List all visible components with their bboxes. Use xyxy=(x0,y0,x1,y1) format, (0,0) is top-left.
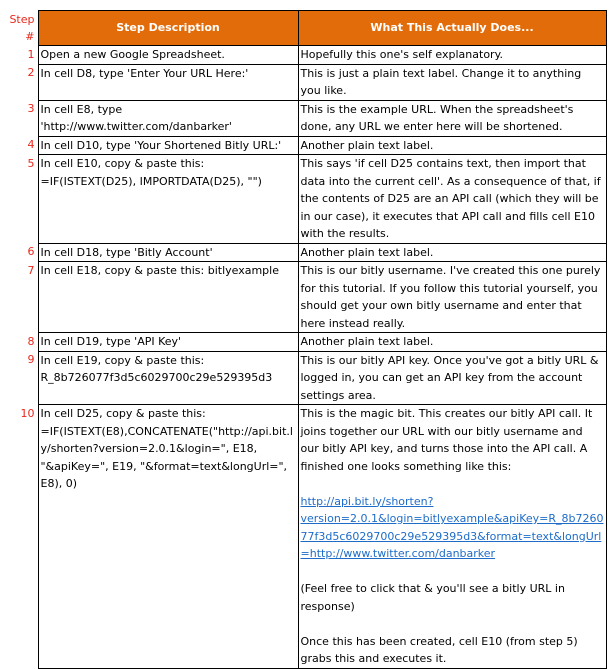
table-row xyxy=(0,333,606,352)
step-number: 10 xyxy=(20,406,35,420)
header-row xyxy=(0,11,606,46)
step-number: 4 xyxy=(27,138,35,151)
step-number: 2 xyxy=(27,66,35,79)
step-number-header: Step # xyxy=(9,12,35,43)
step-description: In cell D8, type 'Enter Your URL Here:' xyxy=(38,64,298,100)
steps-table xyxy=(0,10,607,669)
step-description: In cell D10, type 'Your Shortened Bitly URL:' xyxy=(38,136,298,155)
step-description: In cell D19, type 'API Key' xyxy=(38,333,298,352)
step-explanation: Another plain text label. xyxy=(298,333,606,352)
steps-body xyxy=(0,46,606,405)
table-row xyxy=(0,155,606,244)
table-row xyxy=(0,46,606,65)
step-explanation: This is the example URL. When the spreadsheet's done, any URL we enter here will be shortened. xyxy=(298,100,606,136)
step-explanation: Another plain text label. xyxy=(298,136,606,155)
spacer xyxy=(301,475,604,493)
table-row xyxy=(0,243,606,262)
table-row xyxy=(0,405,606,669)
what-it-does-header: What This Actually Does... xyxy=(298,11,606,46)
step-explanation: This is our bitly API key. Once you've got a bitly URL & logged in, you can get an API key from the account settings area. xyxy=(298,351,606,405)
spacer xyxy=(301,615,604,633)
step-description: In cell E18, copy & paste this: bitlyexample xyxy=(38,262,298,333)
step-number: 3 xyxy=(27,102,35,115)
step-description: In cell E8, type 'http://www.twitter.com/danbarker' xyxy=(38,100,298,136)
step-description: In cell D18, type 'Bitly Account' xyxy=(38,243,298,262)
step-explanation: This is just a plain text label. Change it to anything you like. xyxy=(298,64,606,100)
table-row xyxy=(0,262,606,333)
table-row xyxy=(0,64,606,100)
explanation-outro: Once this has been created, cell E10 (from step 5) grabs this and executes it. xyxy=(300,634,578,665)
spacer xyxy=(301,563,604,581)
step-explanation: Another plain text label. xyxy=(298,243,606,262)
example-api-link[interactable]: http://api.bit.ly/shorten?version=2.0.1&login=bitlyexample&apiKey=R_8b726077f3d5c6029700c29e529395d3&format=text&longUrl=http://www.twitter.com/danbarker xyxy=(300,494,604,560)
table-row xyxy=(0,100,606,136)
step-explanation: This says 'if cell D25 contains text, then import that data into the current cell'. As a consequence of that, if the contents of D25 are an API call (which they will be in our case), it executes that API call and fills cell E10 with the results. xyxy=(298,155,606,244)
step-description: In cell E19, copy & paste this: R_8b726077f3d5c6029700c29e529395d3 xyxy=(38,351,298,405)
step-number: 8 xyxy=(27,334,35,348)
step-description: In cell E10, copy & paste this: =IF(ISTEXT(D25), IMPORTDATA(D25), "") xyxy=(38,155,298,244)
step-number: 9 xyxy=(27,353,35,366)
explanation-note: (Feel free to click that & you'll see a bitly URL in response) xyxy=(300,582,565,613)
step-number: 7 xyxy=(27,263,35,277)
step-10-body xyxy=(0,405,606,669)
step-explanation: Hopefully this one's self explanatory. xyxy=(298,46,606,65)
step-number: 6 xyxy=(27,245,35,258)
step-description: Open a new Google Spreadsheet. xyxy=(38,46,298,65)
table-row xyxy=(0,136,606,155)
explanation-intro: This is the magic bit. This creates our bitly API call. It joins together our URL with our bitly username and our bitly API key, and turns those into the API call. A finished one looks something like this: xyxy=(300,407,593,473)
step-description-header: Step Description xyxy=(38,11,298,46)
step-number: 1 xyxy=(27,47,35,61)
step-explanation: This is our bitly username. I've created this one purely for this tutorial. If you follow this tutorial yourself, you should get your own bitly username and enter that here instead really. xyxy=(298,262,606,333)
step-number: 5 xyxy=(27,156,35,170)
step-description: In cell D25, copy & paste this: =IF(ISTEXT(E8),CONCATENATE("http://api.bit.ly/shorten?version=2.0.1&login=", E18, "&apiKey=", E19, "&format=text&longUrl=", E8), 0) xyxy=(38,405,298,669)
table-row xyxy=(0,351,606,405)
step-explanation xyxy=(298,405,606,669)
